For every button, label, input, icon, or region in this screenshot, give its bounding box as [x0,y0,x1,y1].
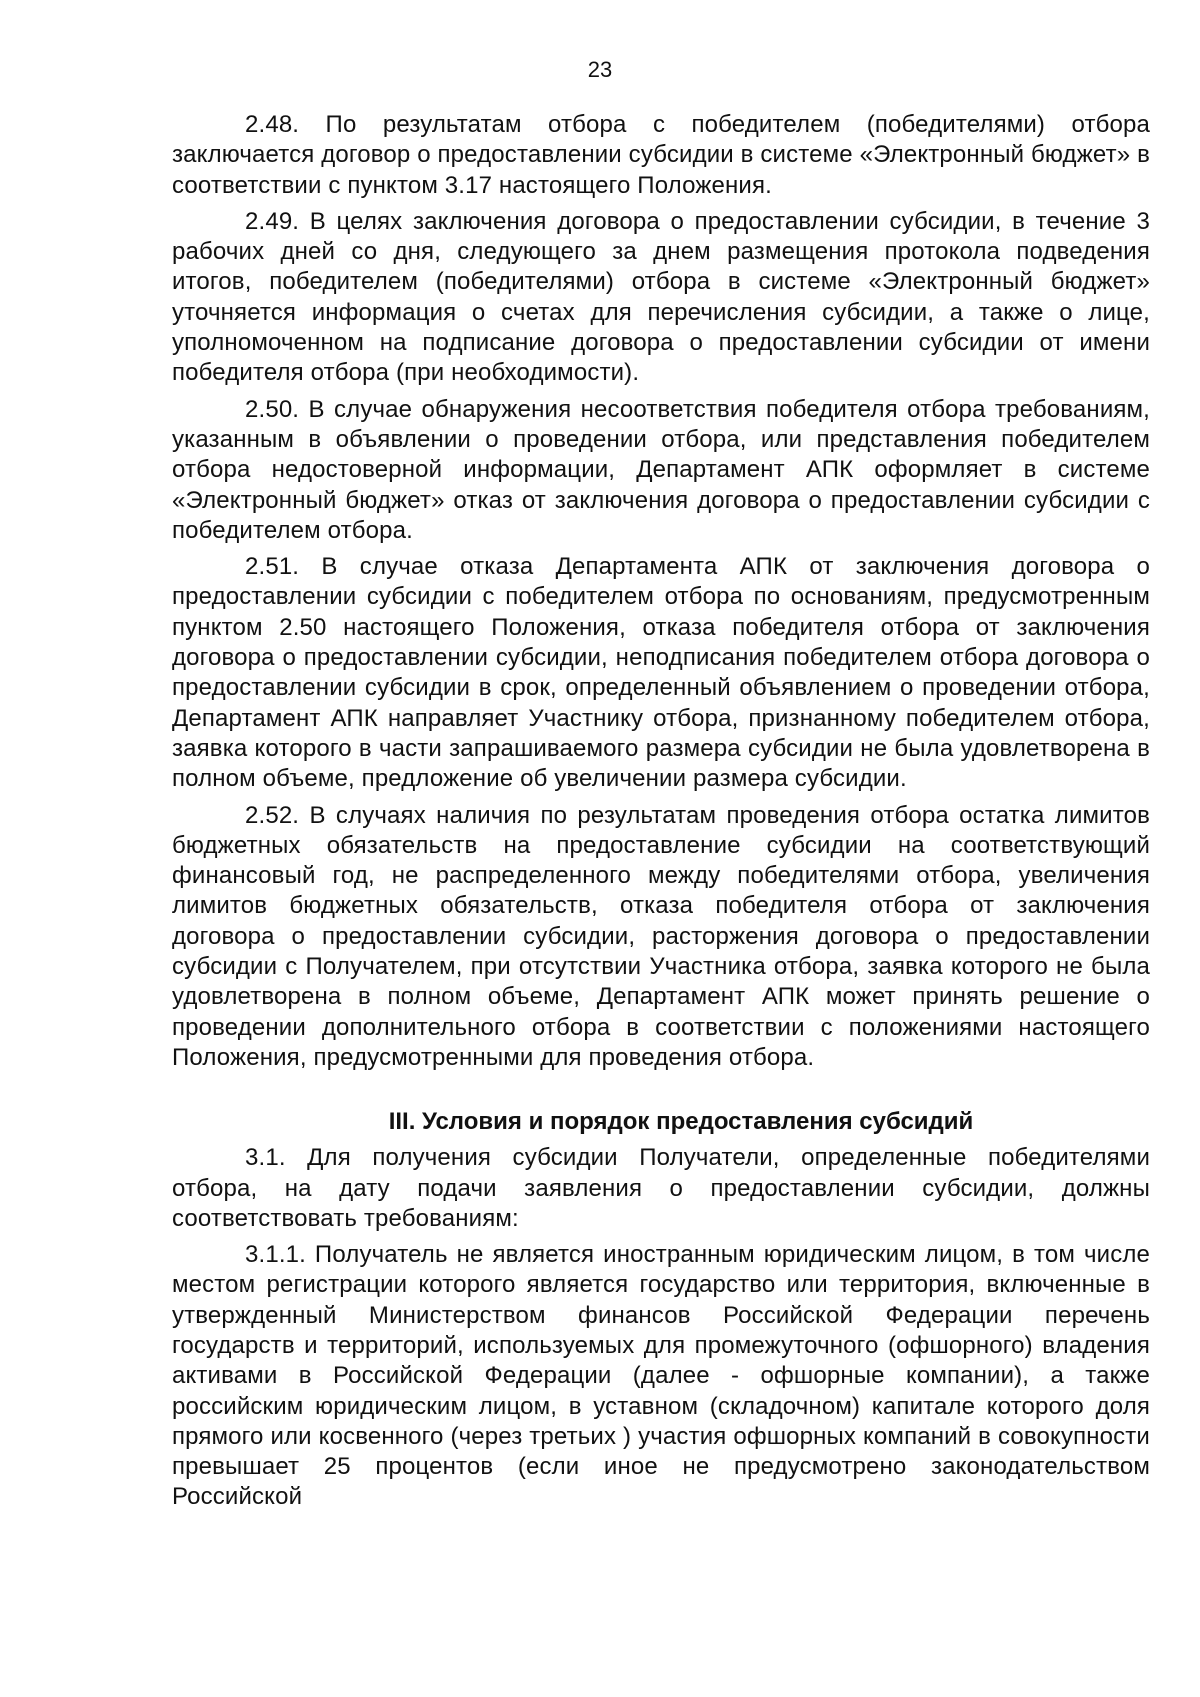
paragraph-2-52: 2.52. В случаях наличия по результатам проведения отбора остатка лимитов бюджетных обязательств на предоставление субсидии на соответствующий финансовый год, не распределенного между победителями отбора, увеличения лимитов бюджетных обязательств, отказа победителя отбора от заключения договора о предоставлении субсидии, расторжения договора о предоставлении субсидии с Получателем, при отсутствии Участника отбора, заявка которого не была удовлетворена в полном объеме, Департамент АПК может принять решение о проведении дополнительного отбора в соответствии с положениями настоящего Положения, предусмотренными для проведения отбора. [172,801,1150,1071]
section-heading: III. Условия и порядок предоставления субсидий [388,1108,974,1136]
paragraph-2-48: 2.48. По результатам отбора с победителем (победителями) отбора заключается договор о предоставлении субсидии в системе «Электронный бюджет» в соответствии с пунктом 3.17 настоящего Положения. [172,111,1150,199]
paragraph-2-50: 2.50. В случае обнаружения несоответствия победителя отбора требованиям, указанным в объявлении о проведении отбора, или представления победителем отбора недостоверной информации, Департамент АПК оформляет в системе «Электронный бюджет» отказ от заключения договора о предоставлении субсидии с победителем отбора. [172,395,1150,544]
paragraph-2-49: 2.49. В целях заключения договора о предоставлении субсидии, в течение 3 рабочих дней со дня, следующего за днем размещения протокола подведения итогов, победителем (победителями) отбора в системе «Электронный бюджет» уточняется информация о счетах для перечисления субсидии, а также о лице, уполномоченном на подписание договора о предоставлении субсидии от имени победителя отбора (при необходимости). [172,207,1150,387]
document-body [172,110,1150,1519]
paragraph-3-1: 3.1. Для получения субсидии Получатели, определенные победителями отбора, на дату подачи заявления о предоставлении субсидии, должны соответствовать требованиям: [172,1144,1150,1232]
page-number: 23 [587,57,613,82]
paragraph-2-51: 2.51. В случае отказа Департамента АПК от заключения договора о предоставлении субсидии с победителем отбора по основаниям, предусмотренным пунктом 2.50 настоящего Положения, отказа победителя отбора от заключения договора о предоставлении субсидии, неподписания победителем отбора договора о предоставлении субсидии в срок, определенный объявлением о проведении отбора, Департамент АПК направляет Участнику отбора, признанному победителем отбора, заявка которого в части запрашиваемого размера субсидии не была удовлетворена в полном объеме, предложение об увеличении размера субсидии. [172,553,1150,793]
paragraph-3-1-1: 3.1.1. Получатель не является иностранным юридическим лицом, в том числе местом регистрации которого является государство или территория, включенные в утвержденный Министерством финансов Российской Федерации перечень государств и территорий, используемых для промежуточного (офшорного) владения активами в Российской Федерации (далее - офшорные компании), а также российским юридическим лицом, в уставном (складочном) капитале которого доля прямого или косвенного (через третьих ) участия офшорных компаний в совокупности превышает 25 процентов (если иное не предусмотрено законодательством Российской [172,1241,1150,1511]
